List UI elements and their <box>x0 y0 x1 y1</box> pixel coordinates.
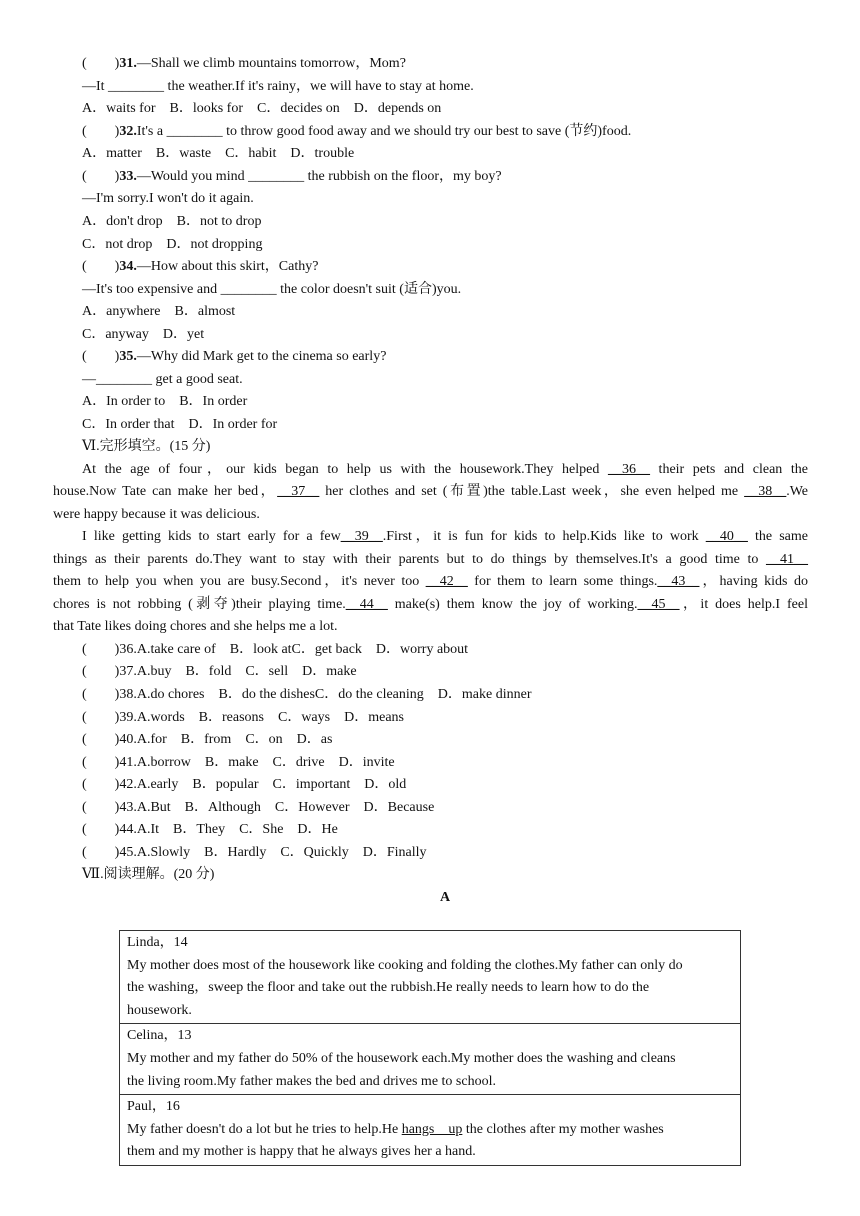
question-stem: —Would you mind ________ the rubbish on the floor，my boy? <box>136 169 502 184</box>
cloze-option-38: ( )38.A.do chores B．do the dishesC．do the cleaning D．make dinner <box>82 687 532 702</box>
question-34-options-1: A．anywhere B．almost <box>82 304 236 319</box>
question-number: 33. <box>119 169 137 184</box>
answer-bracket[interactable]: ( <box>82 642 115 657</box>
cloze-option-45: ( )45.A.Slowly B．Hardly C．Quickly D．Finally <box>82 845 427 860</box>
question-34-options-2: C．anyway D．yet <box>82 327 205 342</box>
blank-45: __45__ <box>637 597 680 612</box>
question-stem: —Shall we climb mountains tomorrow，Mom? <box>136 56 406 71</box>
blank-44: __44__ <box>345 597 388 612</box>
blank-40: __40__ <box>705 529 748 544</box>
cloze-p1-line2: house.Now Tate can make her bed，__37__ her clothes and set (布置)the table.Last week，she even helped me __38__.We <box>53 484 808 499</box>
table-row <box>120 931 741 1024</box>
answer-bracket[interactable]: ( <box>82 800 115 815</box>
person-name: Celina，13 <box>127 1028 192 1044</box>
question-35-options-2: C．In order that D．In order for <box>82 417 278 432</box>
question-35-line2: —________ get a good seat. <box>82 372 243 387</box>
blank-37: __37__ <box>277 484 320 499</box>
question-32-options: A．matter B．waste C．habit D．trouble <box>82 146 355 161</box>
table-row <box>120 1024 741 1095</box>
section-6-title: Ⅵ.完形填空。(15 分) <box>82 439 211 454</box>
answer-bracket[interactable]: ( <box>82 845 115 860</box>
question-34-line2: —It's too expensive and ________ the color doesn't suit (适合)you. <box>82 282 462 297</box>
cloze-option-39: ( )39.A.words B．reasons C．ways D．means <box>82 710 404 725</box>
section-7-title: Ⅶ.阅读理解。(20 分) <box>82 867 215 882</box>
cloze-option-40: ( )40.A.for B．from C．on D．as <box>82 732 333 747</box>
answer-bracket[interactable]: ( <box>82 687 115 702</box>
answer-bracket[interactable]: ( ) <box>82 169 120 184</box>
blank-39: __39__ <box>340 529 383 544</box>
passage-cell-linda: Linda，14 My mother does most of the housework like cooking and folding the clothes.My father can only do the washing，sweep the floor and take out the rubbish.He really needs to learn how to do the housework. <box>120 931 741 1024</box>
passage-heading: A <box>439 890 451 905</box>
answer-bracket[interactable]: ( <box>82 822 115 837</box>
blank-42: __42__ <box>425 574 468 589</box>
cloze-p2-line1: I like getting kids to start early for a few__39__.First，it is fun for kids to help.Kids like to work __40__ the same <box>82 529 809 544</box>
question-31-line2: —It ________ the weather.If it's rainy，we will have to stay at home. <box>82 79 474 94</box>
table-row <box>120 1095 741 1166</box>
cloze-p2-line3: them to help you when you are busy.Second，it's never too __42__ for them to learn some things.__43__，having kids do <box>53 574 808 589</box>
cloze-option-42: ( )42.A.early B．popular C．important D．old <box>82 777 407 792</box>
question-31-options: A．waits for B．looks for C．decides on D．depends on <box>82 101 442 116</box>
answer-bracket[interactable]: ( <box>82 755 115 770</box>
blank-43: __43__ <box>657 574 700 589</box>
cloze-p2-line4: chores is not robbing (剥夺)their playing time.__44__ make(s) them know the joy of working.__45__，it does help.I feel <box>53 597 808 612</box>
passage-cell-paul: Paul，16 My father doesn't do a lot but he tries to help.He hangs up the clothes after my mother washes them and my mother is happy that he always gives her a hand. <box>120 1095 741 1166</box>
answer-bracket[interactable]: ( <box>82 777 115 792</box>
question-33-options-1: A．don't drop B．not to drop <box>82 214 262 229</box>
question-32 <box>82 121 631 144</box>
person-name: Paul，16 <box>127 1099 180 1115</box>
passage-cell-celina: Celina，13 My mother and my father do 50% of the housework each.My mother does the washing and cleans the living room.My father makes the bed and drives me to school. <box>120 1024 741 1095</box>
question-stem: —Why did Mark get to the cinema so early? <box>136 349 387 364</box>
question-number: 32. <box>119 124 137 139</box>
answer-bracket[interactable]: ( <box>82 710 115 725</box>
cloze-option-37: ( )37.A.buy B．fold C．sell D．make <box>82 664 357 679</box>
cloze-p2-line2: things as their parents do.They want to stay with their parents but to do things by themselves.It's a good time to __41__ <box>53 552 808 567</box>
person-name: Linda，14 <box>127 935 188 950</box>
question-33-line2: —I'm sorry.I won't do it again. <box>82 191 254 206</box>
blank-41: __41__ <box>766 552 808 567</box>
underlined-phrase: hangs up <box>401 1121 463 1137</box>
question-stem: It's a ________ to throw good food away and we should try our best to save (节约)food. <box>136 124 632 139</box>
cloze-p2-line5: that Tate likes doing chores and she helps me a lot. <box>53 619 338 634</box>
question-33 <box>82 166 502 189</box>
blank-38: __38__ <box>744 484 787 499</box>
question-number: 34. <box>119 259 137 274</box>
answer-bracket[interactable]: ( <box>82 664 115 679</box>
cloze-option-36: ( )36.A.take care of B．look atC．get back D．worry about <box>82 642 469 657</box>
reading-passage-table <box>119 930 741 1166</box>
question-33-options-2: C．not drop D．not dropping <box>82 237 263 252</box>
cloze-option-43: ( )43.A.But B．Although C．However D．Because <box>82 800 435 815</box>
question-34 <box>82 256 318 279</box>
question-35-options-1: A．In order to B．In order <box>82 394 248 409</box>
question-31 <box>82 53 406 76</box>
blank-36: __36__ <box>607 462 650 477</box>
cloze-option-44: ( )44.A.It B．They C．She D．He <box>82 822 338 837</box>
cloze-p1-line1: At the age of four，our kids began to help us with the housework.They helped __36__ their pets and clean the <box>82 462 808 477</box>
cloze-p1-line3: were happy because it was delicious. <box>53 507 260 522</box>
cloze-option-41: ( )41.A.borrow B．make C．drive D．invite <box>82 755 395 770</box>
question-number: 31. <box>119 56 137 71</box>
question-number: 35. <box>119 349 137 364</box>
question-35 <box>82 346 386 369</box>
answer-bracket[interactable]: ( ) <box>82 259 120 274</box>
answer-bracket[interactable]: ( ) <box>82 124 120 139</box>
question-stem: —How about this skirt，Cathy? <box>136 259 319 274</box>
answer-bracket[interactable]: ( <box>82 732 115 747</box>
answer-bracket[interactable]: ( ) <box>82 349 120 364</box>
answer-bracket[interactable]: ( ) <box>82 56 120 71</box>
